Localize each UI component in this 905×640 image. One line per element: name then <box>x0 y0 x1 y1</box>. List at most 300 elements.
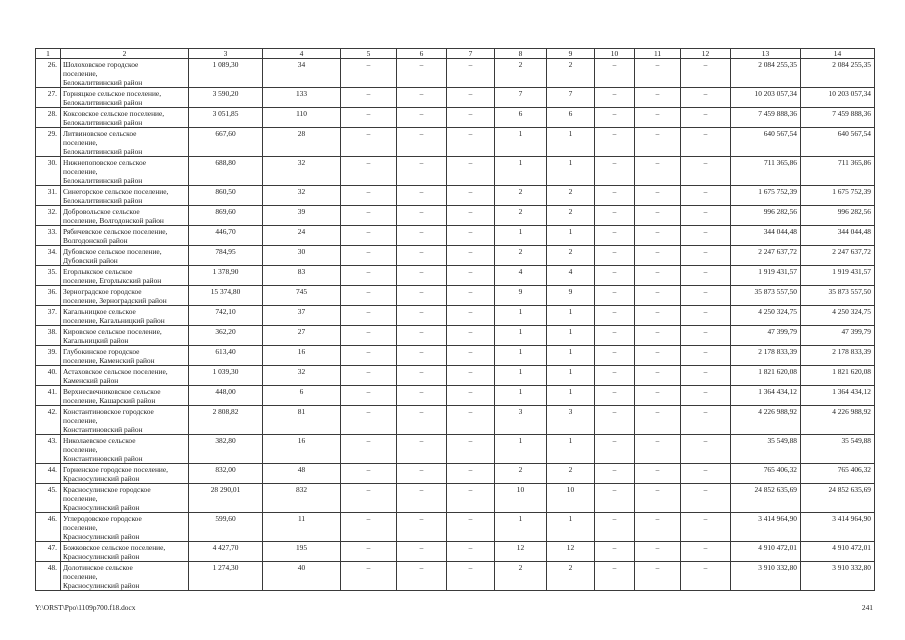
settlement-name <box>61 464 189 484</box>
cell-col-13: 35 549,88 <box>731 435 801 464</box>
cell-col-13: 4 226 988,92 <box>731 406 801 435</box>
cell-col-11: – <box>635 266 681 286</box>
cell-col-9: 1 <box>547 306 595 326</box>
row-number: 48. <box>36 562 61 591</box>
table-row <box>36 306 875 326</box>
cell-col-11: – <box>635 286 681 306</box>
cell-col-6: – <box>397 226 447 246</box>
cell-col-11: – <box>635 366 681 386</box>
column-number-5: 5 <box>341 49 397 59</box>
cell-col-6: – <box>397 108 447 128</box>
settlement-name <box>61 406 189 435</box>
cell-col-13: 2 247 637,72 <box>731 246 801 266</box>
settlement-name <box>61 435 189 464</box>
cell-col-14: 2 084 255,35 <box>801 59 875 88</box>
cell-col-7: – <box>447 286 495 306</box>
settlement-name-line: Белокалитвинский район <box>63 78 143 87</box>
cell-col-8: 2 <box>495 464 547 484</box>
settlement-name-line: Синегорское сельское поселение, <box>63 187 169 196</box>
row-number: 27. <box>36 88 61 108</box>
column-number-9: 9 <box>547 49 595 59</box>
cell-col-6: – <box>397 484 447 513</box>
cell-col-5: – <box>341 108 397 128</box>
cell-col-9: 1 <box>547 366 595 386</box>
cell-col-14: 35 873 557,50 <box>801 286 875 306</box>
settlement-name-line: Шолоховское городское <box>63 60 139 69</box>
cell-col-11: – <box>635 226 681 246</box>
cell-col-13: 344 044,48 <box>731 226 801 246</box>
column-number-7: 7 <box>447 49 495 59</box>
cell-col-10: – <box>595 226 635 246</box>
cell-col-11: – <box>635 484 681 513</box>
cell-col-9: 2 <box>547 464 595 484</box>
cell-col-11: – <box>635 346 681 366</box>
row-number: 47. <box>36 542 61 562</box>
settlement-name-line: поселение, <box>63 69 98 78</box>
table-row <box>36 435 875 464</box>
cell-col-13: 640 567,54 <box>731 128 801 157</box>
row-number: 39. <box>36 346 61 366</box>
settlement-name <box>61 266 189 286</box>
settlement-name-line: Кагальницкий район <box>63 336 129 345</box>
cell-col-8: 3 <box>495 406 547 435</box>
cell-col-9: 4 <box>547 266 595 286</box>
cell-col-4: 133 <box>263 88 341 108</box>
cell-col-10: – <box>595 88 635 108</box>
cell-col-6: – <box>397 128 447 157</box>
cell-col-10: – <box>595 464 635 484</box>
cell-col-7: – <box>447 542 495 562</box>
table-row <box>36 484 875 513</box>
settlement-name <box>61 186 189 206</box>
cell-col-6: – <box>397 406 447 435</box>
cell-col-12: – <box>681 464 731 484</box>
cell-col-9: 1 <box>547 157 595 186</box>
cell-col-8: 12 <box>495 542 547 562</box>
table-row <box>36 206 875 226</box>
cell-col-8: 1 <box>495 306 547 326</box>
settlement-name <box>61 286 189 306</box>
cell-col-14: 1 364 434,12 <box>801 386 875 406</box>
settlement-name-line: поселение, <box>63 167 98 176</box>
cell-col-14: 2 178 833,39 <box>801 346 875 366</box>
cell-col-7: – <box>447 386 495 406</box>
cell-col-11: – <box>635 186 681 206</box>
cell-col-4: 28 <box>263 128 341 157</box>
cell-col-8: 1 <box>495 513 547 542</box>
cell-col-4: 11 <box>263 513 341 542</box>
cell-col-4: 110 <box>263 108 341 128</box>
cell-col-12: – <box>681 128 731 157</box>
row-number: 32. <box>36 206 61 226</box>
cell-col-6: – <box>397 286 447 306</box>
cell-col-13: 1 364 434,12 <box>731 386 801 406</box>
table-row <box>36 226 875 246</box>
settlement-name-line: Красносулинский район <box>63 503 140 512</box>
cell-col-13: 1 821 620,08 <box>731 366 801 386</box>
cell-col-11: – <box>635 562 681 591</box>
cell-col-8: 6 <box>495 108 547 128</box>
cell-col-5: – <box>341 266 397 286</box>
cell-col-14: 4 250 324,75 <box>801 306 875 326</box>
cell-col-9: 7 <box>547 88 595 108</box>
cell-col-10: – <box>595 542 635 562</box>
cell-col-14: 35 549,88 <box>801 435 875 464</box>
cell-col-8: 1 <box>495 366 547 386</box>
cell-col-7: – <box>447 246 495 266</box>
cell-col-8: 1 <box>495 386 547 406</box>
cell-col-5: – <box>341 406 397 435</box>
cell-col-8: 1 <box>495 128 547 157</box>
cell-col-12: – <box>681 206 731 226</box>
cell-col-4: 745 <box>263 286 341 306</box>
cell-col-9: 1 <box>547 226 595 246</box>
settlement-name-line: Долотинское сельское <box>63 563 133 572</box>
table-row <box>36 562 875 591</box>
cell-col-6: – <box>397 157 447 186</box>
cell-col-13: 35 873 557,50 <box>731 286 801 306</box>
settlement-name-line: Каменский район <box>63 376 119 385</box>
settlement-name <box>61 366 189 386</box>
cell-col-11: – <box>635 59 681 88</box>
cell-col-14: 1 919 431,57 <box>801 266 875 286</box>
cell-col-9: 2 <box>547 186 595 206</box>
settlement-name-line: Зерноградское городское <box>63 287 142 296</box>
cell-col-4: 81 <box>263 406 341 435</box>
column-number-3: 3 <box>189 49 263 59</box>
row-number: 34. <box>36 246 61 266</box>
table-row <box>36 246 875 266</box>
column-number-4: 4 <box>263 49 341 59</box>
cell-col-3: 613,40 <box>189 346 263 366</box>
cell-col-10: – <box>595 206 635 226</box>
cell-col-13: 24 852 635,69 <box>731 484 801 513</box>
cell-col-8: 2 <box>495 562 547 591</box>
cell-col-3: 3 590,20 <box>189 88 263 108</box>
cell-col-10: – <box>595 366 635 386</box>
settlement-name-line: поселение, <box>63 445 98 454</box>
table-row <box>36 346 875 366</box>
cell-col-13: 7 459 888,36 <box>731 108 801 128</box>
cell-col-13: 10 203 057,34 <box>731 88 801 108</box>
settlement-name-line: Белокалитвинский район <box>63 118 143 127</box>
settlement-name <box>61 206 189 226</box>
cell-col-6: – <box>397 542 447 562</box>
cell-col-7: – <box>447 157 495 186</box>
cell-col-6: – <box>397 266 447 286</box>
cell-col-9: 1 <box>547 326 595 346</box>
settlement-name-line: поселение, Егорлыкский район <box>63 276 162 285</box>
cell-col-3: 1 039,30 <box>189 366 263 386</box>
settlement-name-line: Дубовский район <box>63 256 118 265</box>
settlement-name <box>61 108 189 128</box>
settlement-name-line: Константиновский район <box>63 454 143 463</box>
settlement-name-line: поселение, <box>63 494 98 503</box>
column-number-11: 11 <box>635 49 681 59</box>
cell-col-6: – <box>397 366 447 386</box>
cell-col-3: 28 290,01 <box>189 484 263 513</box>
cell-col-8: 9 <box>495 286 547 306</box>
cell-col-7: – <box>447 435 495 464</box>
row-number: 46. <box>36 513 61 542</box>
cell-col-7: – <box>447 128 495 157</box>
cell-col-14: 765 406,32 <box>801 464 875 484</box>
cell-col-12: – <box>681 326 731 346</box>
cell-col-12: – <box>681 386 731 406</box>
row-number: 43. <box>36 435 61 464</box>
cell-col-8: 7 <box>495 88 547 108</box>
file-path-footer: Y:\ORST\Ppo\1109p700.f18.docx <box>35 603 136 612</box>
cell-col-9: 2 <box>547 246 595 266</box>
cell-col-6: – <box>397 346 447 366</box>
cell-col-9: 2 <box>547 206 595 226</box>
cell-col-10: – <box>595 108 635 128</box>
cell-col-13: 4 910 472,01 <box>731 542 801 562</box>
cell-col-12: – <box>681 366 731 386</box>
row-number: 40. <box>36 366 61 386</box>
cell-col-11: – <box>635 206 681 226</box>
cell-col-12: – <box>681 246 731 266</box>
cell-col-3: 2 808,82 <box>189 406 263 435</box>
cell-col-12: – <box>681 59 731 88</box>
cell-col-3: 742,10 <box>189 306 263 326</box>
cell-col-8: 1 <box>495 226 547 246</box>
cell-col-4: 34 <box>263 59 341 88</box>
cell-col-7: – <box>447 406 495 435</box>
cell-col-3: 362,20 <box>189 326 263 346</box>
column-number-8: 8 <box>495 49 547 59</box>
settlement-name-line: Дубовское сельское поселение, <box>63 247 162 256</box>
cell-col-9: 1 <box>547 513 595 542</box>
cell-col-10: – <box>595 246 635 266</box>
cell-col-14: 3 414 964,90 <box>801 513 875 542</box>
cell-col-11: – <box>635 88 681 108</box>
cell-col-4: 27 <box>263 326 341 346</box>
cell-col-9: 1 <box>547 128 595 157</box>
cell-col-12: – <box>681 186 731 206</box>
cell-col-6: – <box>397 562 447 591</box>
cell-col-13: 4 250 324,75 <box>731 306 801 326</box>
cell-col-7: – <box>447 186 495 206</box>
cell-col-6: – <box>397 386 447 406</box>
cell-col-3: 3 051,85 <box>189 108 263 128</box>
cell-col-4: 24 <box>263 226 341 246</box>
cell-col-14: 3 910 332,80 <box>801 562 875 591</box>
row-number: 38. <box>36 326 61 346</box>
settlement-name-line: поселение, <box>63 138 98 147</box>
table-row <box>36 59 875 88</box>
cell-col-13: 2 178 833,39 <box>731 346 801 366</box>
cell-col-8: 2 <box>495 186 547 206</box>
cell-col-6: – <box>397 306 447 326</box>
cell-col-10: – <box>595 306 635 326</box>
cell-col-7: – <box>447 484 495 513</box>
cell-col-10: – <box>595 386 635 406</box>
settlement-name-line: поселение, Зерноградский район <box>63 296 167 305</box>
cell-col-8: 10 <box>495 484 547 513</box>
cell-col-4: 16 <box>263 435 341 464</box>
cell-col-6: – <box>397 186 447 206</box>
cell-col-11: – <box>635 542 681 562</box>
cell-col-5: – <box>341 386 397 406</box>
settlement-name-line: Коксовское сельское поселение, <box>63 109 165 118</box>
cell-col-7: – <box>447 326 495 346</box>
cell-col-11: – <box>635 406 681 435</box>
row-number: 36. <box>36 286 61 306</box>
cell-col-9: 2 <box>547 59 595 88</box>
cell-col-10: – <box>595 346 635 366</box>
settlement-name <box>61 128 189 157</box>
cell-col-4: 30 <box>263 246 341 266</box>
table-row <box>36 542 875 562</box>
cell-col-5: – <box>341 513 397 542</box>
table-row <box>36 108 875 128</box>
settlement-name-line: поселение, Кашарский район <box>63 396 156 405</box>
cell-col-3: 599,60 <box>189 513 263 542</box>
cell-col-10: – <box>595 157 635 186</box>
settlement-name-line: Белокалитвинский район <box>63 196 143 205</box>
cell-col-9: 3 <box>547 406 595 435</box>
cell-col-13: 1 675 752,39 <box>731 186 801 206</box>
cell-col-7: – <box>447 366 495 386</box>
table-body <box>36 49 875 591</box>
cell-col-5: – <box>341 246 397 266</box>
cell-col-8: 2 <box>495 59 547 88</box>
cell-col-7: – <box>447 226 495 246</box>
settlement-name-line: Константиновское городское <box>63 407 154 416</box>
cell-col-11: – <box>635 306 681 326</box>
cell-col-12: – <box>681 286 731 306</box>
cell-col-5: – <box>341 286 397 306</box>
cell-col-7: – <box>447 346 495 366</box>
data-table <box>35 48 875 591</box>
cell-col-13: 711 365,86 <box>731 157 801 186</box>
column-number-2: 2 <box>61 49 189 59</box>
cell-col-6: – <box>397 88 447 108</box>
settlement-name-line: поселение, Каменский район <box>63 356 155 365</box>
page-number: 241 <box>861 603 873 612</box>
cell-col-12: – <box>681 306 731 326</box>
cell-col-3: 4 427,70 <box>189 542 263 562</box>
settlement-name-line: Глубокинское городское <box>63 347 140 356</box>
cell-col-12: – <box>681 346 731 366</box>
cell-col-10: – <box>595 406 635 435</box>
cell-col-5: – <box>341 128 397 157</box>
cell-col-4: 83 <box>263 266 341 286</box>
cell-col-7: – <box>447 266 495 286</box>
cell-col-12: – <box>681 542 731 562</box>
cell-col-5: – <box>341 484 397 513</box>
cell-col-11: – <box>635 464 681 484</box>
cell-col-12: – <box>681 226 731 246</box>
settlement-name <box>61 513 189 542</box>
settlement-name <box>61 59 189 88</box>
column-number-12: 12 <box>681 49 731 59</box>
row-number: 35. <box>36 266 61 286</box>
table-row <box>36 386 875 406</box>
row-number: 31. <box>36 186 61 206</box>
cell-col-3: 15 374,80 <box>189 286 263 306</box>
row-number: 44. <box>36 464 61 484</box>
row-number: 37. <box>36 306 61 326</box>
cell-col-11: – <box>635 435 681 464</box>
cell-col-3: 446,70 <box>189 226 263 246</box>
cell-col-8: 2 <box>495 206 547 226</box>
settlement-name <box>61 88 189 108</box>
table-row <box>36 286 875 306</box>
cell-col-6: – <box>397 326 447 346</box>
cell-col-3: 667,60 <box>189 128 263 157</box>
settlement-name-line: Егорлыкское сельское <box>63 267 133 276</box>
settlement-name-line: Верхнесвечниковское сельское <box>63 387 161 396</box>
cell-col-4: 16 <box>263 346 341 366</box>
settlement-name <box>61 386 189 406</box>
cell-col-14: 344 044,48 <box>801 226 875 246</box>
settlement-name-line: Белокалитвинский район <box>63 176 143 185</box>
cell-col-5: – <box>341 464 397 484</box>
row-number: 42. <box>36 406 61 435</box>
cell-col-14: 24 852 635,69 <box>801 484 875 513</box>
settlement-name-line: Нижнепоповское сельское <box>63 158 147 167</box>
settlement-name <box>61 306 189 326</box>
cell-col-14: 2 247 637,72 <box>801 246 875 266</box>
settlement-name-line: Волгодонской район <box>63 236 128 245</box>
cell-col-7: – <box>447 306 495 326</box>
settlement-name <box>61 346 189 366</box>
settlement-name-line: поселение, <box>63 416 98 425</box>
settlement-name-line: Красносулинское городское <box>63 485 151 494</box>
table-row <box>36 464 875 484</box>
row-number: 28. <box>36 108 61 128</box>
settlement-name <box>61 542 189 562</box>
cell-col-14: 711 365,86 <box>801 157 875 186</box>
cell-col-10: – <box>595 435 635 464</box>
cell-col-3: 784,95 <box>189 246 263 266</box>
cell-col-9: 10 <box>547 484 595 513</box>
cell-col-11: – <box>635 513 681 542</box>
cell-col-10: – <box>595 326 635 346</box>
cell-col-6: – <box>397 435 447 464</box>
cell-col-13: 1 919 431,57 <box>731 266 801 286</box>
table-row <box>36 128 875 157</box>
settlement-name <box>61 326 189 346</box>
cell-col-5: – <box>341 435 397 464</box>
cell-col-5: – <box>341 186 397 206</box>
row-number: 33. <box>36 226 61 246</box>
cell-col-11: – <box>635 326 681 346</box>
settlement-name-line: Константиновский район <box>63 425 143 434</box>
table-row <box>36 513 875 542</box>
cell-col-12: – <box>681 562 731 591</box>
cell-col-3: 1 089,30 <box>189 59 263 88</box>
settlement-name-line: Добровольское сельское <box>63 207 140 216</box>
cell-col-12: – <box>681 406 731 435</box>
cell-col-9: 2 <box>547 562 595 591</box>
cell-col-3: 832,00 <box>189 464 263 484</box>
cell-col-11: – <box>635 386 681 406</box>
settlement-name-line: Божковское сельское поселение, <box>63 543 166 552</box>
settlement-name-line: Красносулинский район <box>63 581 140 590</box>
cell-col-12: – <box>681 88 731 108</box>
cell-col-12: – <box>681 484 731 513</box>
cell-col-9: 6 <box>547 108 595 128</box>
cell-col-4: 39 <box>263 206 341 226</box>
cell-col-4: 32 <box>263 186 341 206</box>
cell-col-11: – <box>635 128 681 157</box>
settlement-name-line: Астаховское сельское поселение, <box>63 367 168 376</box>
cell-col-8: 1 <box>495 346 547 366</box>
cell-col-14: 47 399,79 <box>801 326 875 346</box>
